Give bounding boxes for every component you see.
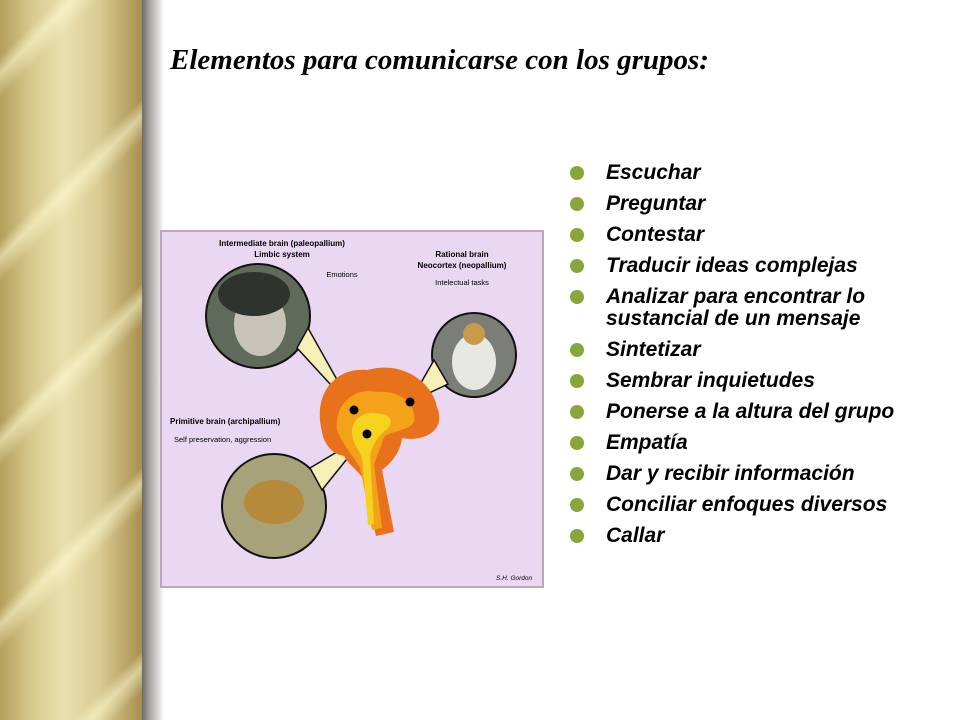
bullet-dot-icon — [570, 228, 584, 242]
bullet-text: Dar y recibir información — [606, 462, 855, 485]
label-rational-line3: Intelectual tasks — [435, 278, 489, 287]
bullet-dot-icon — [570, 436, 584, 450]
brain-diagram-graphic — [162, 232, 542, 586]
bullet-dot-icon — [570, 529, 584, 543]
label-intermediate-line1: Intermediate brain (paleopallium) — [219, 239, 345, 248]
decorative-gold-column — [0, 0, 142, 720]
bullet-text: Callar — [606, 524, 665, 547]
label-rational-line2: Neocortex (neopallium) — [417, 261, 507, 270]
bullet-text: Sintetizar — [606, 338, 701, 361]
bullet-dot-icon — [570, 166, 584, 180]
label-intermediate-line3: Emotions — [326, 270, 358, 279]
bullet-item — [570, 286, 950, 330]
bullet-item — [570, 401, 950, 423]
marker-dot-right — [406, 398, 415, 407]
brain-diagram-image — [160, 230, 544, 588]
marker-dot-bottom — [363, 430, 372, 439]
bullet-dot-icon — [570, 259, 584, 273]
bullet-dot-icon — [570, 405, 584, 419]
bullet-text: Traducir ideas complejas — [606, 254, 858, 277]
bullet-dot-icon — [570, 467, 584, 481]
bullet-dot-icon — [570, 374, 584, 388]
bullet-text: Sembrar inquietudes — [606, 369, 815, 392]
bullet-item — [570, 494, 950, 516]
bullet-item — [570, 525, 950, 547]
bullet-text: Empatía — [606, 431, 688, 454]
bullet-text: Conciliar enfoques diversos — [606, 493, 888, 516]
bullet-item — [570, 162, 950, 184]
bullet-text: Preguntar — [606, 192, 706, 215]
lizard-body-shape — [244, 480, 304, 524]
bullet-item — [570, 370, 950, 392]
bullet-text: Escuchar — [606, 161, 701, 184]
label-primitive-line2: Self preservation, aggression — [174, 435, 272, 444]
hair-shape — [218, 272, 290, 316]
bullet-item — [570, 339, 950, 361]
bullet-item — [570, 432, 950, 454]
bullet-item — [570, 193, 950, 215]
marker-dot-left — [350, 406, 359, 415]
label-intermediate-line2: Limbic system — [254, 250, 310, 259]
label-rational-line1: Rational brain — [435, 250, 489, 259]
slide-title: Elementos para comunicarse con los grupos: — [170, 44, 709, 76]
bullet-text: Ponerse a la altura del grupo — [606, 400, 895, 423]
bullet-item — [570, 463, 950, 485]
signature-text: S.H. Gordon — [496, 575, 533, 582]
bullet-item — [570, 255, 950, 277]
bullet-dot-icon — [570, 343, 584, 357]
bullet-text: Analizar para encontrar lo sustancial de un mensaje — [606, 285, 866, 330]
bullet-dot-icon — [570, 498, 584, 512]
label-primitive-line1: Primitive brain (archipallium) — [170, 417, 281, 426]
bullet-text: Contestar — [606, 223, 705, 246]
bullet-item — [570, 224, 950, 246]
bullet-dot-icon — [570, 290, 584, 304]
bullet-dot-icon — [570, 197, 584, 211]
astronaut-helmet-shape — [463, 323, 485, 345]
bullet-list — [570, 162, 950, 556]
